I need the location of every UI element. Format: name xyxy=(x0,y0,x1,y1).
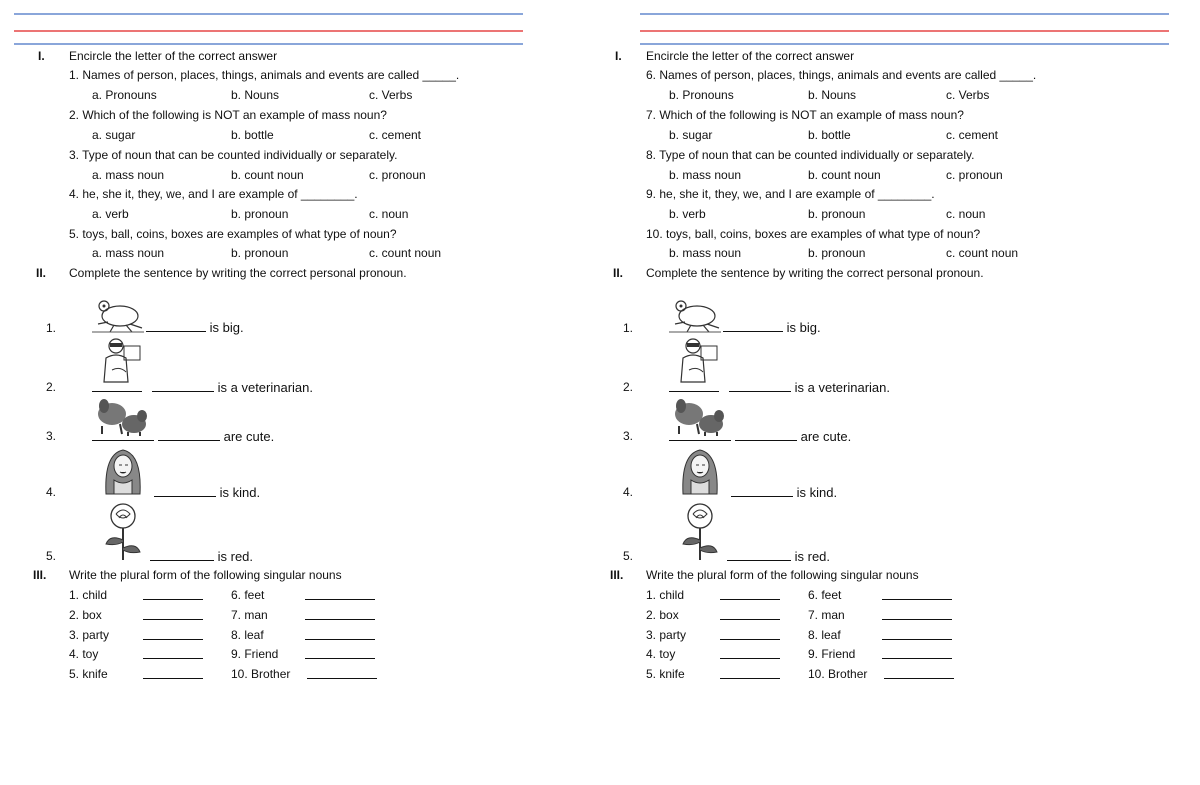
item-number: 4. xyxy=(623,485,634,499)
sentence-4 xyxy=(731,485,837,500)
item-number: 3. xyxy=(46,429,57,443)
question-9: 9. he, she it, they, we, and I are example of ________. xyxy=(646,187,935,201)
header-rules xyxy=(0,0,600,50)
answer-blank[interactable] xyxy=(92,429,154,441)
answer-blank[interactable] xyxy=(720,588,780,600)
sentence-text: is red. xyxy=(794,549,831,564)
section2-instruction: Complete the sentence by writing the correct personal pronoun. xyxy=(646,266,984,280)
sentence-1 xyxy=(723,320,821,335)
sentence-text: is red. xyxy=(217,549,254,564)
choice-c[interactable]: c. Verbs xyxy=(946,88,990,102)
answer-blank[interactable] xyxy=(146,320,206,332)
nun-icon xyxy=(669,446,731,496)
answer-blank[interactable] xyxy=(723,320,783,332)
choice-a[interactable]: a. sugar xyxy=(92,128,136,142)
item-number: 4. xyxy=(46,485,57,499)
answer-blank[interactable] xyxy=(150,549,214,561)
sentence-text: is big. xyxy=(209,320,244,335)
section3-instruction: Write the plural form of the following singular nouns xyxy=(646,568,919,582)
choice-a[interactable]: b. verb xyxy=(669,207,706,221)
noun-item: 8. leaf xyxy=(808,628,841,642)
sentence-text: is a veterinarian. xyxy=(217,380,314,395)
answer-blank[interactable] xyxy=(882,608,952,620)
answer-blank[interactable] xyxy=(305,588,375,600)
question-1: 1. Names of person, places, things, animals and events are called _____. xyxy=(69,68,460,82)
answer-blank[interactable] xyxy=(731,485,793,497)
answer-blank[interactable] xyxy=(143,608,203,620)
noun-item: 1. child xyxy=(646,588,685,602)
choice-c[interactable]: c. count noun xyxy=(946,246,1019,260)
noun-item: 7. man xyxy=(808,608,845,622)
item-number: 2. xyxy=(623,380,634,394)
choice-b[interactable]: b. count noun xyxy=(231,168,304,182)
choice-c[interactable]: c. pronoun xyxy=(369,168,426,182)
noun-item: 4. toy xyxy=(646,647,676,661)
sentence-2 xyxy=(92,380,313,395)
sentence-4 xyxy=(154,485,260,500)
choice-a[interactable]: b. mass noun xyxy=(669,168,742,182)
item-number: 3. xyxy=(623,429,634,443)
section3-roman: III. xyxy=(33,568,47,582)
item-number: 5. xyxy=(623,549,634,563)
choice-c[interactable]: c. pronoun xyxy=(946,168,1003,182)
section3-instruction: Write the plural form of the following singular nouns xyxy=(69,568,342,582)
choice-c[interactable]: c. cement xyxy=(369,128,422,142)
answer-blank[interactable] xyxy=(305,608,375,620)
nun-icon xyxy=(92,446,154,496)
question-2: 2. Which of the following is NOT an example of mass noun? xyxy=(69,108,387,122)
answer-blank[interactable] xyxy=(143,588,203,600)
answer-blank[interactable] xyxy=(143,628,203,640)
worksheet-right xyxy=(577,0,1177,785)
answer-blank[interactable] xyxy=(720,608,780,620)
rose-icon xyxy=(677,500,723,562)
section1-roman: I. xyxy=(38,49,45,63)
rose-icon xyxy=(100,500,146,562)
sentence-5 xyxy=(150,549,253,564)
veterinarian-icon xyxy=(98,336,144,384)
choice-b[interactable]: b. Nouns xyxy=(231,88,280,102)
frog-icon xyxy=(667,294,723,334)
sentence-1 xyxy=(146,320,244,335)
sentence-text: is big. xyxy=(786,320,821,335)
question-8: 8. Type of noun that can be counted individually or separately. xyxy=(646,148,975,162)
noun-item: 4. toy xyxy=(69,647,99,661)
noun-item: 7. man xyxy=(231,608,268,622)
noun-item: 5. knife xyxy=(646,667,685,681)
answer-blank[interactable] xyxy=(669,380,719,392)
choice-c[interactable]: c. cement xyxy=(946,128,999,142)
choice-b[interactable]: b. pronoun xyxy=(231,246,289,260)
section1-instruction: Encircle the letter of the correct answer xyxy=(69,49,278,63)
answer-blank[interactable] xyxy=(305,628,375,640)
frog-icon xyxy=(90,294,146,334)
noun-item: 5. knife xyxy=(69,667,108,681)
choice-c[interactable]: c. Verbs xyxy=(369,88,413,102)
choice-b[interactable]: b. count noun xyxy=(808,168,881,182)
choice-a[interactable]: b. sugar xyxy=(669,128,713,142)
noun-item: 1. child xyxy=(69,588,108,602)
question-3: 3. Type of noun that can be counted individually or separately. xyxy=(69,148,398,162)
answer-blank[interactable] xyxy=(884,667,954,679)
section2-roman: II. xyxy=(613,266,624,280)
answer-blank[interactable] xyxy=(720,647,780,659)
answer-blank[interactable] xyxy=(143,647,203,659)
sentence-text: is a veterinarian. xyxy=(794,380,891,395)
noun-item: 6. feet xyxy=(231,588,265,602)
choice-c[interactable]: c. noun xyxy=(946,207,986,221)
choice-a[interactable]: a. verb xyxy=(92,207,129,221)
item-number: 1. xyxy=(623,321,634,335)
answer-blank[interactable] xyxy=(158,429,220,441)
noun-item: 2. box xyxy=(646,608,679,622)
choice-c[interactable]: c. noun xyxy=(369,207,409,221)
sentence-text: are cute. xyxy=(223,429,275,444)
choice-b[interactable]: b. bottle xyxy=(808,128,851,142)
choice-c[interactable]: c. count noun xyxy=(369,246,442,260)
choice-a[interactable]: b. mass noun xyxy=(669,246,742,260)
answer-blank[interactable] xyxy=(882,647,952,659)
choice-b[interactable]: b. pronoun xyxy=(808,246,866,260)
choice-a[interactable]: b. Pronouns xyxy=(669,88,734,102)
sentence-3 xyxy=(92,429,274,444)
sentence-5 xyxy=(727,549,830,564)
noun-item: 6. feet xyxy=(808,588,842,602)
choice-b[interactable]: b. pronoun xyxy=(231,207,289,221)
answer-blank[interactable] xyxy=(154,485,216,497)
choice-b[interactable]: b. bottle xyxy=(231,128,274,142)
question-10: 10. toys, ball, coins, boxes are examples of what type of noun? xyxy=(646,227,981,241)
veterinarian-icon xyxy=(675,336,721,384)
noun-item: 2. box xyxy=(69,608,102,622)
answer-blank[interactable] xyxy=(305,647,375,659)
answer-blank[interactable] xyxy=(727,549,791,561)
noun-item: 10. Brother xyxy=(808,667,868,681)
choice-b[interactable]: b. pronoun xyxy=(808,207,866,221)
sentence-text: are cute. xyxy=(800,429,852,444)
choice-a[interactable]: a. mass noun xyxy=(92,168,165,182)
answer-blank[interactable] xyxy=(882,588,952,600)
noun-item: 3. party xyxy=(646,628,687,642)
sentence-2 xyxy=(669,380,890,395)
noun-item: 3. party xyxy=(69,628,110,642)
answer-blank[interactable] xyxy=(882,628,952,640)
section1-instruction: Encircle the letter of the correct answer xyxy=(646,49,855,63)
question-5: 5. toys, ball, coins, boxes are examples of what type of noun? xyxy=(69,227,397,241)
question-4: 4. he, she it, they, we, and I are example of ________. xyxy=(69,187,358,201)
noun-item: 9. Friend xyxy=(231,647,279,661)
answer-blank[interactable] xyxy=(720,667,780,679)
answer-blank[interactable] xyxy=(729,380,791,392)
answer-blank[interactable] xyxy=(735,429,797,441)
answer-blank[interactable] xyxy=(669,429,731,441)
noun-item: 10. Brother xyxy=(231,667,291,681)
section1-roman: I. xyxy=(615,49,622,63)
answer-blank[interactable] xyxy=(720,628,780,640)
section3-roman: III. xyxy=(610,568,624,582)
header-rules xyxy=(577,0,1177,50)
sentence-text: is kind. xyxy=(219,485,261,500)
choice-a[interactable]: a. Pronouns xyxy=(92,88,157,102)
noun-item: 8. leaf xyxy=(231,628,264,642)
noun-item: 9. Friend xyxy=(808,647,856,661)
answer-blank[interactable] xyxy=(143,667,203,679)
answer-blank[interactable] xyxy=(307,667,377,679)
section2-roman: II. xyxy=(36,266,47,280)
question-6: 6. Names of person, places, things, animals and events are called _____. xyxy=(646,68,1037,82)
choice-a[interactable]: a. mass noun xyxy=(92,246,165,260)
item-number: 5. xyxy=(46,549,57,563)
answer-blank[interactable] xyxy=(152,380,214,392)
choice-b[interactable]: b. Nouns xyxy=(808,88,857,102)
sentence-text: is kind. xyxy=(796,485,838,500)
item-number: 1. xyxy=(46,321,57,335)
item-number: 2. xyxy=(46,380,57,394)
answer-blank[interactable] xyxy=(92,380,142,392)
question-7: 7. Which of the following is NOT an example of mass noun? xyxy=(646,108,964,122)
sentence-3 xyxy=(669,429,851,444)
section2-instruction: Complete the sentence by writing the correct personal pronoun. xyxy=(69,266,407,280)
